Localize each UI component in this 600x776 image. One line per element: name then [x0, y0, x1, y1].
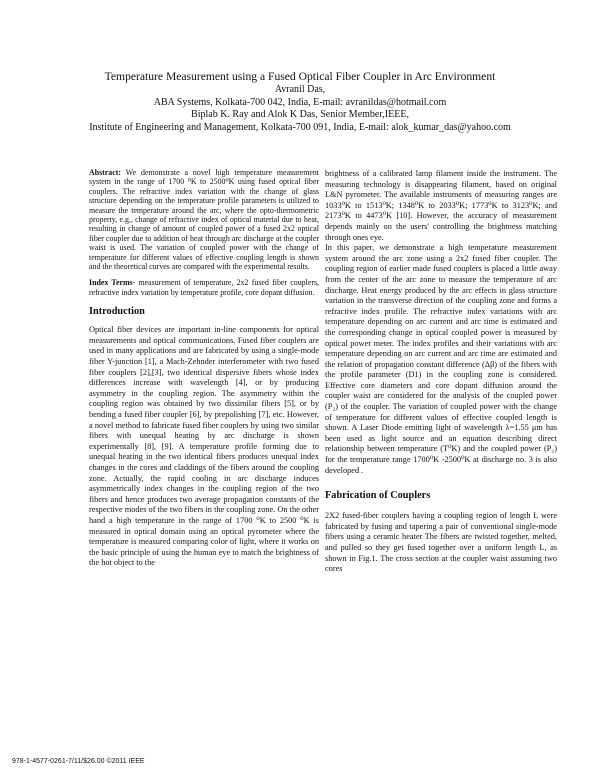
section-heading-introduction: Introduction: [89, 306, 145, 318]
introduction-text: Optical fiber devices are important in-line components for optical measurements and optical communications. Fused fiber couplers are used in many applications and are fabricated by using a single-mode fiber Y-junction [1], a Mach-Zehnder interferometer with two fused fiber couplers [2],[3], two identical dispersive fibers whose index differences increase with wavelength [4], or by producing asymmetry in the coupling region. The asymmetry within the coupling region was obtained by two dissimilar fibers [5], or by bending a fused fiber coupler [6], by prepolishing [7], etc. However, a novel method to fabricate fused fiber couplers by using two similar fibers with unequal heating by arc discharge is shown experimentally [8], [9]. A temperature profile forming due to unequal heating in the two identical fibers produces unequal index changes in the cores and claddings of the fibers around the coupling zone. Actually, the rapid cooling in arc discharge induces asymmetrically index changes in the coupling region of the two fibers and hence produces two average propagation constants of the respective modes of the two fibers in the coupling zone. On the other hand a high temperature in the range of 1700 ⁰K to 2500 ⁰K is measured in optical domain using an optical pyrometer where the temperature is measured comparing color of light, where it works on the basic principle of using the human eye to match the brightness of the hot object to the: [89, 325, 319, 568]
abstract-text: We demonstrate a novel high temperature measurement system in the range of 1700 ⁰K to 2500⁰K using fused optical fiber couplers. The refractive index variation with the change of glass structure depending on the temperature profile parameters is utilized to measure the temperature around the arc, where the opto-thermometric property, e.g., change of refractive index of optical material due to heat, resulting in change of amount of coupled power of a fused 2x2 optical fiber coupler due to addition of heat through arc discharge at the coupler waist is used. The variation of coupled power with the change of temperature for different values of effective coupling length is shown and the theoretical curves are compared with the experimental results.: [89, 168, 319, 272]
author-line-1: Avranil Das,: [274, 84, 326, 95]
pyrometer-paragraph: brightness of a calibrated lamp filament inside the instrument. The measuring technology is disappearing filament, based on original L&N pyrometer. The available instruments of measuring ranges are 1033⁰K to 1513⁰K; 1348⁰K to 2033⁰K; 1773⁰K to 3123⁰K; and 2173⁰K to 4473⁰K [10]. However, the accuracy of measurement depends mainly on the users' controlling the brightness matching through ones eye.: [325, 169, 557, 242]
left-column: [89, 168, 319, 569]
author-affiliation-2: Institute of Engineering and Management, Kolkata-700 091, India, E-mail: alok_kumar_das@yahoo.com: [89, 121, 511, 133]
section-heading-fabrication: Fabrication of Couplers: [325, 490, 431, 502]
index-terms: [89, 278, 319, 297]
copyright-footer: 978-1-4577-0261-7/11/$26.00 ©2011 IEEE: [12, 758, 145, 765]
right-column: [325, 169, 557, 575]
paper-header: [0, 70, 600, 134]
abstract-label: Abstract:: [89, 168, 121, 177]
index-terms-text: - measurement of temperature, 2x2 fused fiber couplers, refractive index variation by temperature profile, core dopant diffusion.: [89, 278, 319, 297]
paper-title: Temperature Measurement using a Fused Optical Fiber Coupler in Arc Environment: [104, 70, 496, 83]
index-terms-label: Index Terms: [89, 278, 133, 288]
fabrication-text: 2X2 fused-fiber couplers having a coupling region of length L were fabricated by fusing and tapering a pair of conventional single-mode fibers using a ceramic heater The fibers are twisted together, melted, and pulled so they get fused together over a uniform length L, as shown in Fig.1. The cross section at the coupler waist assuming two cores: [325, 511, 557, 574]
author-line-2: Biplab K. Ray and Alok K Das, Senior Member,IEEE,: [191, 109, 409, 120]
demonstration-paragraph: In this paper, we demonstrate a high temperature measurement system around the arc zone using a 2x2 fused fiber coupler. The coupling region of earlier made fused couplers is placed a little away from the center of the arc zone to measure the temperature of arc discharge. Heat energy produced by the arc effects in glass structure variation in the transverse direction of the coupling zone and forms a refractive index profile. The refractive index variations with arc temperature depending on arc current and arc time is estimated and the corresponding change in optical coupled power is measured by optical power meter. The index profiles and their variations with arc temperature depending on arc current and arc time are estimated and the relation of propagation constant difference (Δβ) of the fibers with the profile parameter (D1) in the coupling zone is considered. Effective core diameters and core dopant diffusion around the coupler waist are considered for the analysis of the coupled power (P₂) of the coupler. The variation of coupled power with the change of temperature for different values of effective coupled length is shown. A Laser Diode emitting light of wavelength λ=1.55 μm has been used as light source and an equation describing direct relationship between temperature (T⁰K) and the coupled power (P₂) for the temperature range 1700⁰K -2500⁰K at discharge no. 3 is also developed .: [325, 243, 557, 475]
abstract: [89, 168, 319, 271]
author-affiliation-1: ABA Systems, Kolkata-700 042, India, E-mail: avranildas@hotmail.com: [153, 96, 447, 108]
